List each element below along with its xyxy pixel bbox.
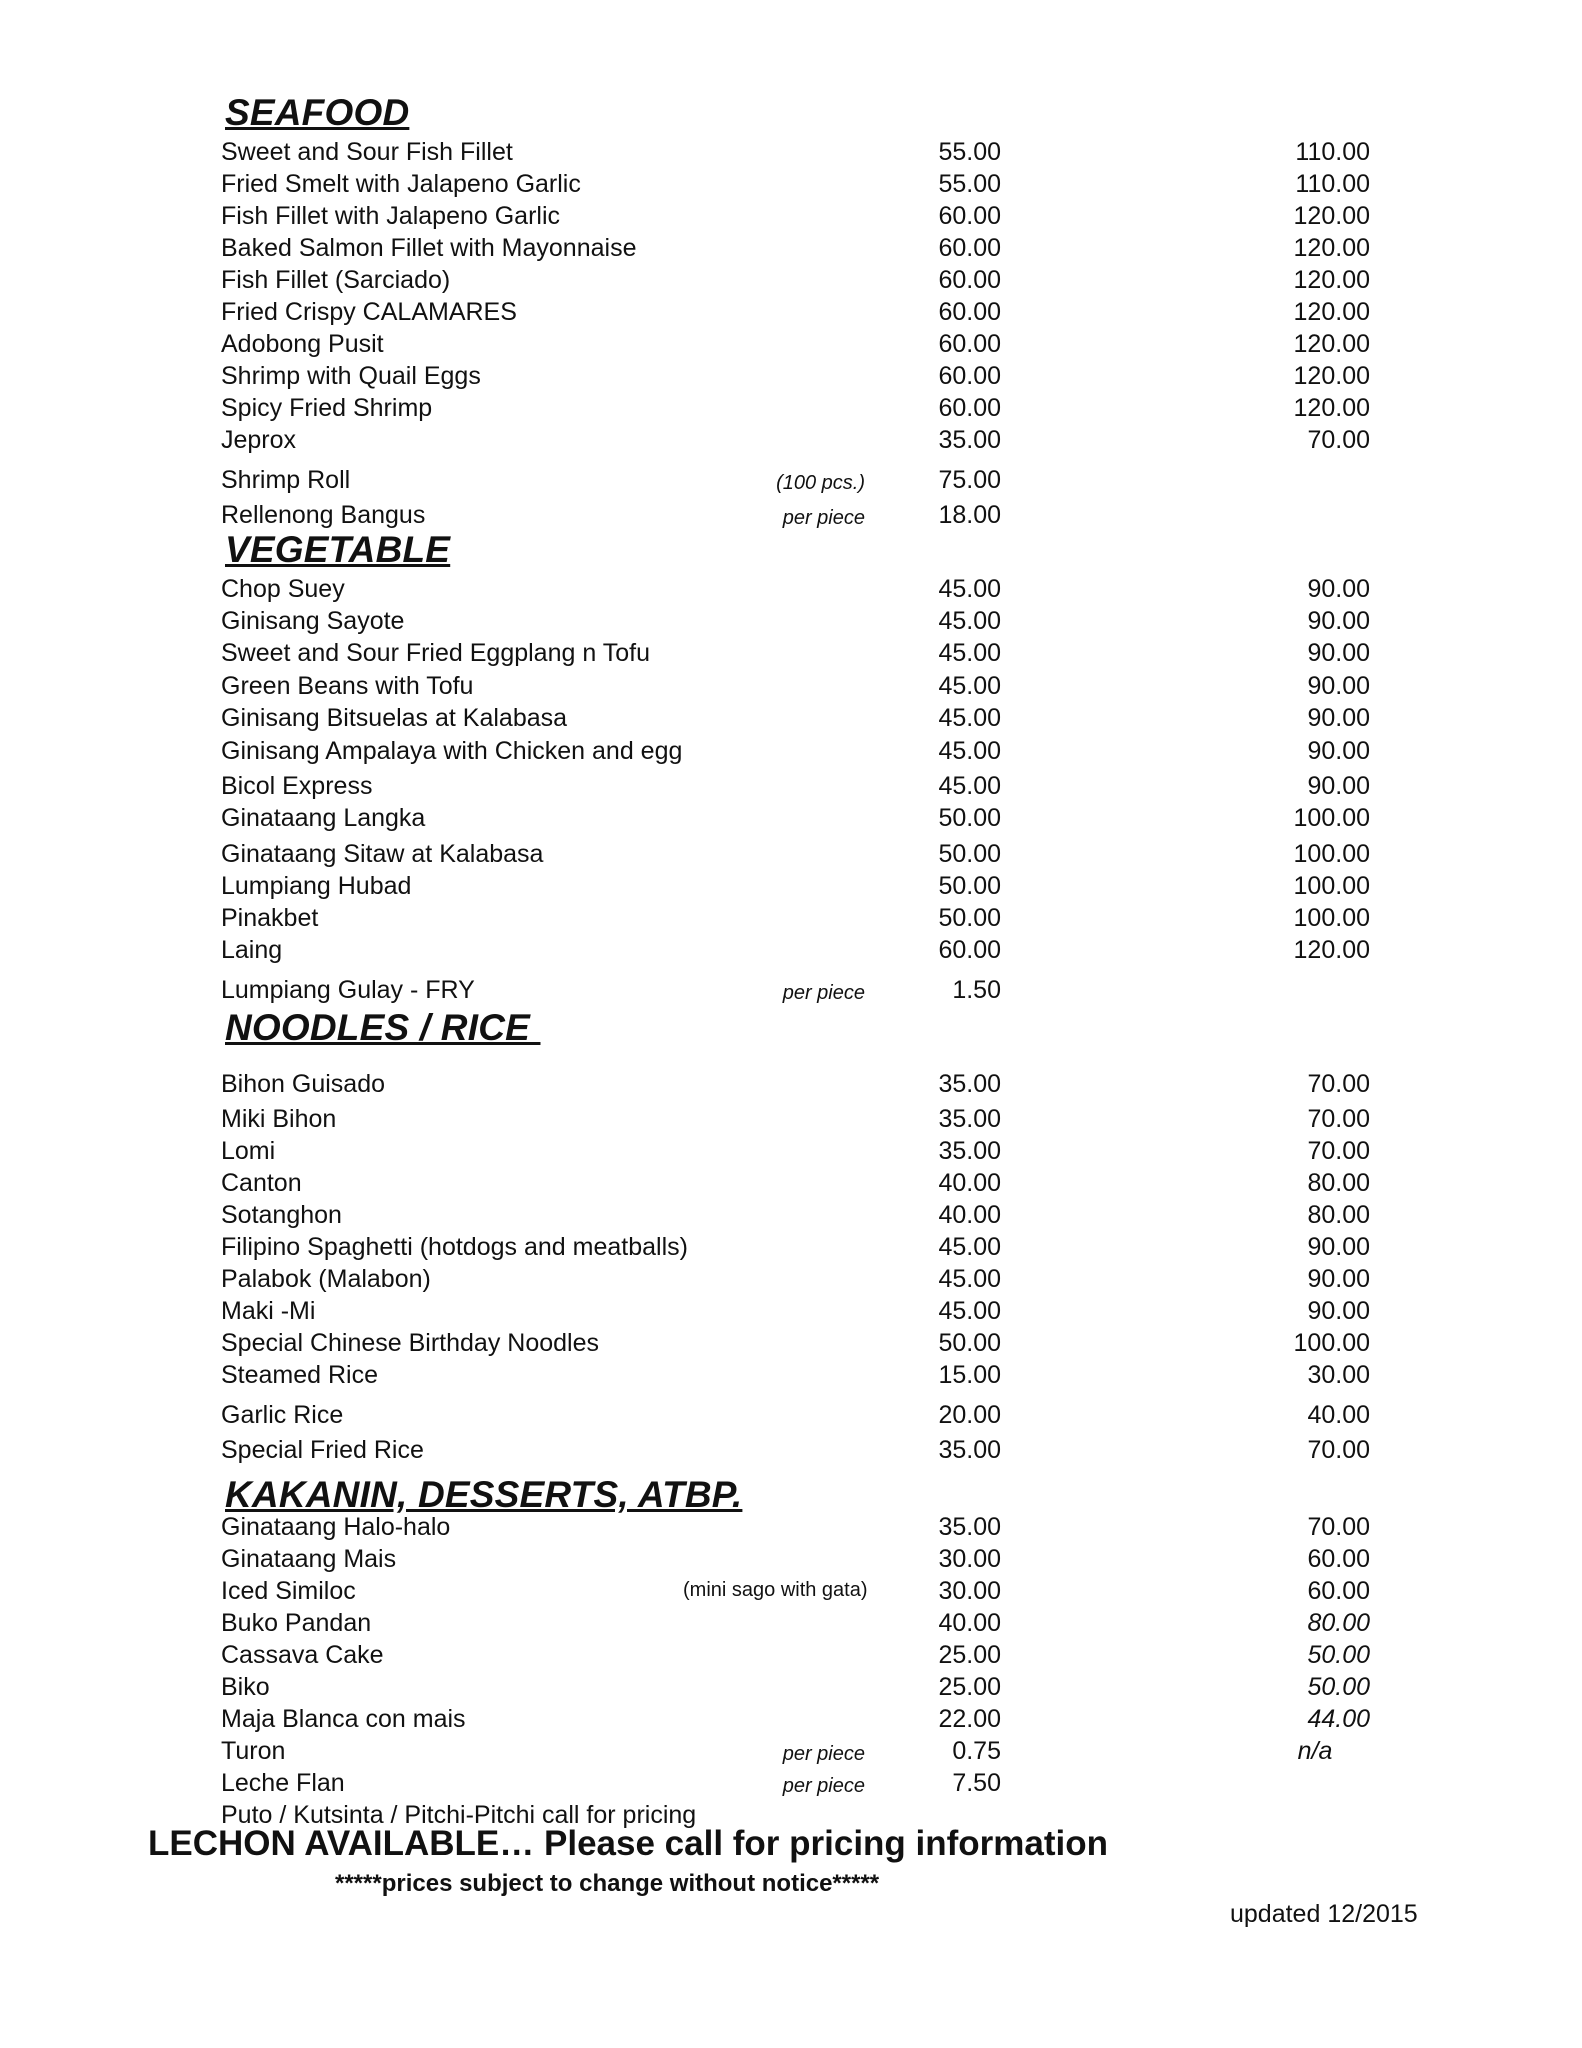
menu-item-row <box>0 362 1582 394</box>
menu-item-row <box>0 1577 1582 1609</box>
item-name: Puto / Kutsinta / Pitchi-Pitchi call for pricing <box>221 1801 697 1829</box>
price-large: 120.00 <box>1293 202 1370 230</box>
item-name: Shrimp Roll <box>221 466 351 494</box>
price-small: 60.00 <box>938 330 1001 358</box>
item-name: Special Chinese Birthday Noodles <box>221 1329 599 1357</box>
price-small: 35.00 <box>938 1137 1001 1165</box>
item-name: Shrimp with Quail Eggs <box>221 362 481 390</box>
price-small: 45.00 <box>938 737 1001 765</box>
price-small: 45.00 <box>938 1233 1001 1261</box>
menu-item-row <box>0 1641 1582 1673</box>
item-name: Sweet and Sour Fried Eggplang n Tofu <box>221 639 650 667</box>
item-name: Bicol Express <box>221 772 373 800</box>
item-name: Bihon Guisado <box>221 1070 386 1098</box>
price-small: 45.00 <box>938 672 1001 700</box>
price-small: 60.00 <box>938 362 1001 390</box>
item-name: Fried Crispy CALAMARES <box>221 298 517 326</box>
price-large: 60.00 <box>1307 1545 1370 1573</box>
menu-item-row <box>0 202 1582 234</box>
item-name: Laing <box>221 936 283 964</box>
price-large: 90.00 <box>1307 1265 1370 1293</box>
menu-item-row <box>0 840 1582 872</box>
price-disclaimer: *****prices subject to change without notice***** <box>335 1870 880 1897</box>
price-large: 60.00 <box>1307 1577 1370 1605</box>
price-small: 45.00 <box>938 704 1001 732</box>
price-large: 80.00 <box>1307 1609 1370 1637</box>
menu-item-row <box>0 607 1582 639</box>
item-name: Baked Salmon Fillet with Mayonnaise <box>221 234 637 262</box>
item-name: Chop Suey <box>221 575 345 603</box>
price-large: 70.00 <box>1307 1137 1370 1165</box>
price-small: 40.00 <box>938 1169 1001 1197</box>
menu-item-row <box>0 466 1582 498</box>
item-unit: (100 pcs.) <box>776 472 865 494</box>
price-small: 20.00 <box>938 1401 1001 1429</box>
menu-item-row <box>0 872 1582 904</box>
item-name: Rellenong Bangus <box>221 501 426 529</box>
menu-item-row <box>0 1105 1582 1137</box>
price-large: 70.00 <box>1307 1513 1370 1541</box>
price-small: 35.00 <box>938 1436 1001 1464</box>
price-small: 30.00 <box>938 1577 1001 1605</box>
item-name: Ginisang Bitsuelas at Kalabasa <box>221 704 568 732</box>
item-name: Leche Flan <box>221 1769 345 1797</box>
price-small: 40.00 <box>938 1609 1001 1637</box>
item-name: Palabok (Malabon) <box>221 1265 431 1293</box>
price-large: 90.00 <box>1307 575 1370 603</box>
item-name: Green Beans with Tofu <box>221 672 474 700</box>
price-large: 110.00 <box>1295 170 1370 198</box>
menu-item-row <box>0 1513 1582 1545</box>
item-note: (mini sago with gata) <box>683 1579 868 1601</box>
price-small: 18.00 <box>938 501 1001 529</box>
item-name: Ginataang Sitaw at Kalabasa <box>221 840 544 868</box>
menu-item-row <box>0 1769 1582 1801</box>
menu-item-row <box>0 737 1582 769</box>
menu-item-row <box>0 804 1582 836</box>
price-small: 50.00 <box>938 1329 1001 1357</box>
price-large: 100.00 <box>1293 804 1370 832</box>
price-small: 15.00 <box>938 1361 1001 1389</box>
price-large: 80.00 <box>1307 1169 1370 1197</box>
price-large: 120.00 <box>1293 234 1370 262</box>
menu-item-row <box>0 704 1582 736</box>
menu-item-row <box>0 1673 1582 1705</box>
price-small: 50.00 <box>938 804 1001 832</box>
price-large: 120.00 <box>1293 266 1370 294</box>
price-small: 60.00 <box>938 266 1001 294</box>
item-unit: per piece <box>782 1775 865 1797</box>
price-large: 44.00 <box>1307 1705 1370 1733</box>
updated-date: updated 12/2015 <box>1230 1900 1418 1928</box>
section-title: VEGETABLE <box>225 529 451 570</box>
item-name: Adobong Pusit <box>221 330 384 358</box>
item-name: Ginataang Mais <box>221 1545 397 1573</box>
price-small: 45.00 <box>938 639 1001 667</box>
menu-item-row <box>0 1705 1582 1737</box>
menu-item-row <box>0 1609 1582 1641</box>
menu-item-row <box>0 1737 1582 1769</box>
price-small: 25.00 <box>938 1673 1001 1701</box>
price-small: 25.00 <box>938 1641 1001 1669</box>
price-large: 70.00 <box>1307 1436 1370 1464</box>
price-large: 90.00 <box>1307 772 1370 800</box>
price-large: 50.00 <box>1307 1641 1370 1669</box>
menu-item-row <box>0 330 1582 362</box>
price-large: 100.00 <box>1293 904 1370 932</box>
item-name: Biko <box>221 1673 270 1701</box>
price-large: 100.00 <box>1293 872 1370 900</box>
price-large: 70.00 <box>1307 1070 1370 1098</box>
price-small: 60.00 <box>938 234 1001 262</box>
price-large: 120.00 <box>1293 362 1370 390</box>
item-name: Jeprox <box>221 426 297 454</box>
price-large: 100.00 <box>1293 840 1370 868</box>
price-small: 75.00 <box>938 466 1001 494</box>
item-name: Lumpiang Hubad <box>221 872 412 900</box>
price-large: 120.00 <box>1293 298 1370 326</box>
price-small: 40.00 <box>938 1201 1001 1229</box>
price-small: 35.00 <box>938 1105 1001 1133</box>
item-name: Spicy Fried Shrimp <box>221 394 433 422</box>
item-name: Sweet and Sour Fish Fillet <box>221 138 513 166</box>
menu-item-row <box>0 936 1582 968</box>
item-name: Cassava Cake <box>221 1641 384 1669</box>
item-name: Turon <box>221 1737 286 1765</box>
menu-item-row <box>0 976 1582 1008</box>
price-small: 35.00 <box>938 426 1001 454</box>
price-small: 60.00 <box>938 202 1001 230</box>
price-large: 40.00 <box>1307 1401 1370 1429</box>
menu-item-row <box>0 138 1582 170</box>
price-large: 90.00 <box>1307 1297 1370 1325</box>
menu-item-row <box>0 1436 1582 1468</box>
price-large: 80.00 <box>1307 1201 1370 1229</box>
menu-item-row <box>0 1070 1582 1102</box>
item-name: Maja Blanca con mais <box>221 1705 466 1733</box>
menu-item-row <box>0 904 1582 936</box>
price-large: 120.00 <box>1293 936 1370 964</box>
item-unit: per piece <box>782 1743 865 1765</box>
price-large: 90.00 <box>1307 1233 1370 1261</box>
price-small: 45.00 <box>938 1297 1001 1325</box>
item-name: Miki Bihon <box>221 1105 337 1133</box>
menu-item-row <box>0 1329 1582 1361</box>
menu-item-row <box>0 1233 1582 1265</box>
menu-item-row <box>0 266 1582 298</box>
price-large: n/a <box>1297 1737 1333 1765</box>
price-large: 120.00 <box>1293 330 1370 358</box>
lechon-notice: LECHON AVAILABLE… Please call for pricing information <box>148 1824 1109 1863</box>
price-large: 120.00 <box>1293 394 1370 422</box>
menu-item-row <box>0 1401 1582 1433</box>
price-small: 45.00 <box>938 575 1001 603</box>
menu-item-row <box>0 1201 1582 1233</box>
item-name: Sotanghon <box>221 1201 342 1229</box>
menu-item-row <box>0 1169 1582 1201</box>
menu-item-row <box>0 170 1582 202</box>
item-name: Buko Pandan <box>221 1609 372 1637</box>
price-large: 90.00 <box>1307 672 1370 700</box>
item-name: Lomi <box>221 1137 276 1165</box>
item-name: Ginataang Halo-halo <box>221 1513 451 1541</box>
item-name: Ginataang Langka <box>221 804 426 832</box>
item-name: Garlic Rice <box>221 1401 344 1429</box>
price-large: 30.00 <box>1307 1361 1370 1389</box>
price-large: 90.00 <box>1307 737 1370 765</box>
price-small: 7.50 <box>952 1769 1001 1797</box>
price-small: 35.00 <box>938 1513 1001 1541</box>
menu-item-row <box>0 1545 1582 1577</box>
price-large: 90.00 <box>1307 607 1370 635</box>
section-title: SEAFOOD <box>225 92 410 133</box>
price-small: 45.00 <box>938 607 1001 635</box>
price-large: 70.00 <box>1307 1105 1370 1133</box>
item-name: Special Fried Rice <box>221 1436 424 1464</box>
menu-item-row <box>0 1137 1582 1169</box>
price-small: 60.00 <box>938 936 1001 964</box>
menu-item-row <box>0 1361 1582 1393</box>
price-small: 35.00 <box>938 1070 1001 1098</box>
item-unit: per piece <box>782 507 865 529</box>
menu-item-row <box>0 1265 1582 1297</box>
item-name: Lumpiang Gulay - FRY <box>221 976 475 1004</box>
price-small: 55.00 <box>938 170 1001 198</box>
price-large: 90.00 <box>1307 639 1370 667</box>
item-name: Fish Fillet (Sarciado) <box>221 266 451 294</box>
item-name: Canton <box>221 1169 302 1197</box>
menu-item-row <box>0 672 1582 704</box>
item-name: Ginisang Ampalaya with Chicken and egg <box>221 737 683 765</box>
menu-item-row <box>0 1297 1582 1329</box>
section-title: KAKANIN, DESSERTS, ATBP. <box>225 1474 743 1515</box>
price-small: 45.00 <box>938 1265 1001 1293</box>
menu-item-row <box>0 234 1582 266</box>
price-small: 45.00 <box>938 772 1001 800</box>
menu-item-row <box>0 426 1582 458</box>
menu-item-row <box>0 575 1582 607</box>
section-title: NOODLES / RICE <box>225 1007 541 1048</box>
price-small: 50.00 <box>938 904 1001 932</box>
price-small: 0.75 <box>952 1737 1001 1765</box>
item-name: Ginisang Sayote <box>221 607 405 635</box>
price-small: 50.00 <box>938 872 1001 900</box>
menu-item-row <box>0 639 1582 671</box>
item-name: Iced Similoc <box>221 1577 356 1605</box>
price-small: 1.50 <box>952 976 1001 1004</box>
item-name: Fried Smelt with Jalapeno Garlic <box>221 170 581 198</box>
menu-item-row <box>0 298 1582 330</box>
item-unit: per piece <box>782 982 865 1004</box>
price-small: 50.00 <box>938 840 1001 868</box>
item-name: Fish Fillet with Jalapeno Garlic <box>221 202 561 230</box>
menu-item-row <box>0 394 1582 426</box>
price-small: 30.00 <box>938 1545 1001 1573</box>
item-name: Steamed Rice <box>221 1361 379 1389</box>
price-large: 50.00 <box>1307 1673 1370 1701</box>
price-large: 70.00 <box>1307 426 1370 454</box>
item-name: Maki -Mi <box>221 1297 316 1325</box>
price-large: 100.00 <box>1293 1329 1370 1357</box>
menu-item-row <box>0 772 1582 804</box>
price-large: 90.00 <box>1307 704 1370 732</box>
price-small: 22.00 <box>938 1705 1001 1733</box>
price-small: 60.00 <box>938 298 1001 326</box>
price-small: 60.00 <box>938 394 1001 422</box>
price-large: 110.00 <box>1295 138 1370 166</box>
item-name: Pinakbet <box>221 904 319 932</box>
item-name: Filipino Spaghetti (hotdogs and meatballs) <box>221 1233 688 1261</box>
price-small: 55.00 <box>938 138 1001 166</box>
